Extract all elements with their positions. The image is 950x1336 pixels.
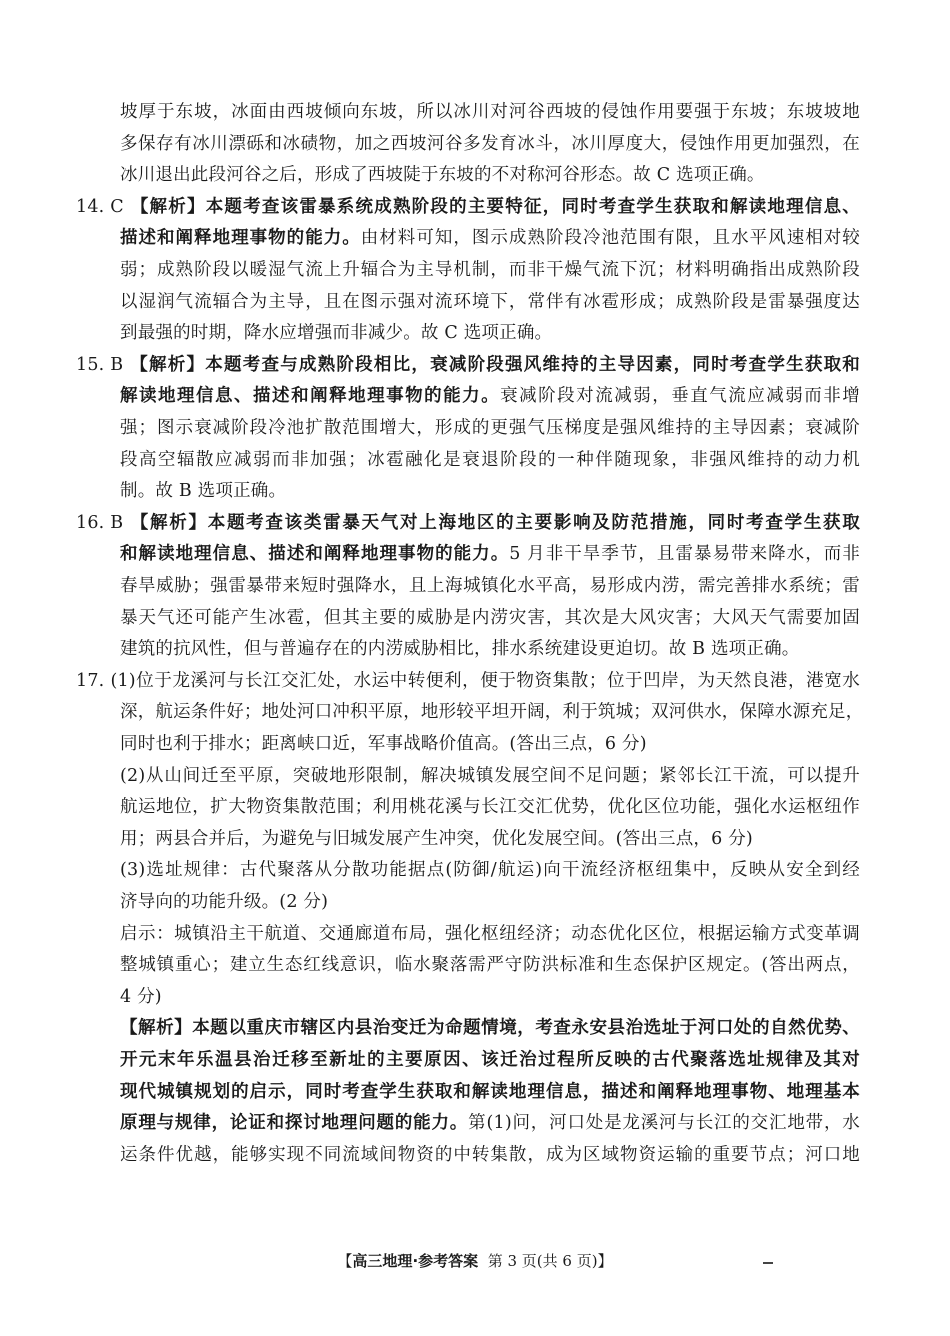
q17-part1-text-1: (1)位于龙溪河与长江交汇处，水运中转便利，便于物资集散；位于凹岸，为天然良港，港宽水 <box>110 670 860 691</box>
q16-ability-text: 和解读地理信息、描述和阐释地理事物的能力。 <box>120 544 510 565</box>
q17-analysis-line-1: 【解析】本题以重庆市辖区内县治变迁为命题情境，考查永安县治选址于河口处的自然优势、 <box>120 1018 860 1039</box>
q17-analysis-line-2: 开元末年乐温县治迁移至新址的主要原因、该迁治过程所反映的古代聚落选址规律及其对 <box>120 1050 860 1070</box>
q15-number: 15. B <box>76 354 124 375</box>
q15-ability-text: 解读地理信息、描述和阐释地理事物的能力。 <box>120 386 501 407</box>
q16-line-4: 暴天气还可能产生冰雹，但其主要的威胁是内涝灾害，其次是大风灾害；大风天气需要加固 <box>120 607 860 628</box>
q13-line-2: 多保存有冰川漂砾和冰碛物，加之西坡河谷多发育冰斗，冰川厚度大，侵蚀作用更加强烈，在 <box>120 133 860 154</box>
q17-part2-line-1: (2)从山间迁至平原，突破地形限制，解决城镇发展空间不足问题；紧邻长江干流，可以提升 <box>120 765 860 786</box>
footer-bracket-close: 】 <box>597 1252 613 1270</box>
q15-line-1 <box>76 350 860 380</box>
q15-line-4: 段高空辐散应减弱而非加强；冰雹融化是衰退阶段的一种伴随现象，非强风维持的动力机 <box>120 449 860 470</box>
q17-analysis-part1-text: 第(1)问，河口处是龙溪河与长江的交汇地带，水 <box>468 1113 860 1134</box>
q15-line-5: 制。故 B 选项正确。 <box>120 481 287 502</box>
q14-line-1 <box>76 192 860 222</box>
scan-mark <box>763 1262 773 1264</box>
q15-analysis-heading: 【解析】本题考查与成熟阶段相比，衰减阶段强风维持的主导因素，同时考查学生获取和 <box>129 354 860 375</box>
q16-line-2 <box>120 539 860 569</box>
q15-line-3: 强；图示衰减阶段冷池扩散范围增大，形成的更强气压梯度是强风维持的主导因素；衰减阶 <box>120 418 860 438</box>
q14-line-4: 以湿润气流辐合为主导，且在图示强对流环境下，常伴有冰雹形成；成熟阶段是雷暴强度达 <box>120 291 860 312</box>
footer-bracket-open: 【 <box>337 1252 353 1270</box>
q17-part2-line-3: 用；两县合并后，为避免与旧城发展产生冲突，优化发展空间。(答出三点，6 分) <box>120 828 753 849</box>
q14-number: 14. C <box>76 196 124 217</box>
q17-part3-line-2: 济导向的功能升级。(2 分) <box>120 892 329 912</box>
q17-insight-line-3: 4 分) <box>120 986 162 1007</box>
q13-line-3: 冰川退出此段河谷之后，形成了西坡陡于东坡的不对称河谷形态。故 C 选项正确。 <box>120 165 765 186</box>
q16-number: 16. B <box>76 512 124 533</box>
q16-text-2: 5 月非干旱季节，且雷暴易带来降水，而非 <box>509 544 860 565</box>
q16-line-1 <box>76 508 860 538</box>
q17-part1-line-3: 同时也利于排水；距离峡口近，军事战略价值高。(答出三点，6 分) <box>120 734 647 754</box>
q17-part1-line-1 <box>76 666 860 696</box>
q15-line-2 <box>120 381 860 411</box>
q14-text-2: 由材料可知，图示成熟阶段冷池范围有限，且水平风速相对较 <box>360 228 860 249</box>
q14-line-2 <box>120 223 860 253</box>
q16-line-3: 春旱威胁；强雷暴带来短时强降水，且上海城镇化水平高，易形成内涝，需完善排水系统；雷 <box>120 576 860 596</box>
footer-subject: 高三地理 <box>352 1252 413 1270</box>
q13-line-1: 坡厚于东坡，冰面由西坡倾向东坡，所以冰川对河谷西坡的侵蚀作用要强于东坡；东坡坡地 <box>120 102 860 122</box>
q17-part1-line-2: 深，航运条件好；地处河口冲积平原，地形较平坦开阔，利于筑城；双河供水，保障水源充足， <box>120 702 864 723</box>
q14-analysis-heading: 【解析】本题考查该雷暴系统成熟阶段的主要特征，同时考查学生获取和解读地理信息、 <box>129 196 860 217</box>
q16-analysis-heading: 【解析】本题考查该类雷暴天气对上海地区的主要影响及防范措施，同时考查学生获取 <box>129 512 860 533</box>
q17-analysis-line-4 <box>120 1108 860 1138</box>
q17-insight-line-1: 启示：城镇沿主干航道、交通廊道布局，强化枢纽经济；动态优化区位，根据运输方式变革调 <box>120 923 860 944</box>
q15-text-2: 衰减阶段对流减弱，垂直气流应减弱而非增 <box>500 386 860 407</box>
q17-part3-line-1: (3)选址规律：古代聚落从分散功能据点(防御/航运)向干流经济枢纽集中，反映从安全到经 <box>120 860 860 881</box>
q17-part2-line-2: 航运地位，扩大物资集散范围；利用桃花溪与长江交汇优势，优化区位功能，强化水运枢纽作 <box>120 797 860 818</box>
q14-ability-text: 描述和阐释地理事物的能力。 <box>120 228 361 249</box>
q17-insight-line-2: 整城镇重心；建立生态红线意识，临水聚落需严守防洪标准和生态保护区规定。(答出两点， <box>120 955 860 976</box>
q17-analysis-line-3: 现代城镇规划的启示，同时考查学生获取和解读地理信息，描述和阐释地理事物、地理基本 <box>120 1081 860 1102</box>
q17-analysis-ability-text: 原理与规律，论证和探讨地理问题的能力。 <box>120 1113 469 1134</box>
footer-title: 参考答案 <box>418 1252 479 1270</box>
q16-line-5: 建筑的抗风性，但与普遍存在的内涝威胁相比，排水系统建设更迫切。故 B 选项正确。 <box>120 639 800 660</box>
q14-line-3: 弱；成熟阶段以暖湿气流上升辐合为主导机制，而非干燥气流下沉；材料明确指出成熟阶段 <box>120 260 860 280</box>
page-footer <box>0 1250 950 1272</box>
footer-page-number: 第 3 页(共 6 页) <box>487 1252 598 1270</box>
q14-line-5: 到最强的时期，降水应增强而非减少。故 C 选项正确。 <box>120 323 553 344</box>
footer-dot: · <box>412 1252 419 1270</box>
q17-analysis-line-5: 运条件优越，能够实现不同流域间物资的中转集散，成为区域物资运输的重要节点；河口地 <box>120 1144 860 1165</box>
q17-number: 17. <box>76 670 105 691</box>
